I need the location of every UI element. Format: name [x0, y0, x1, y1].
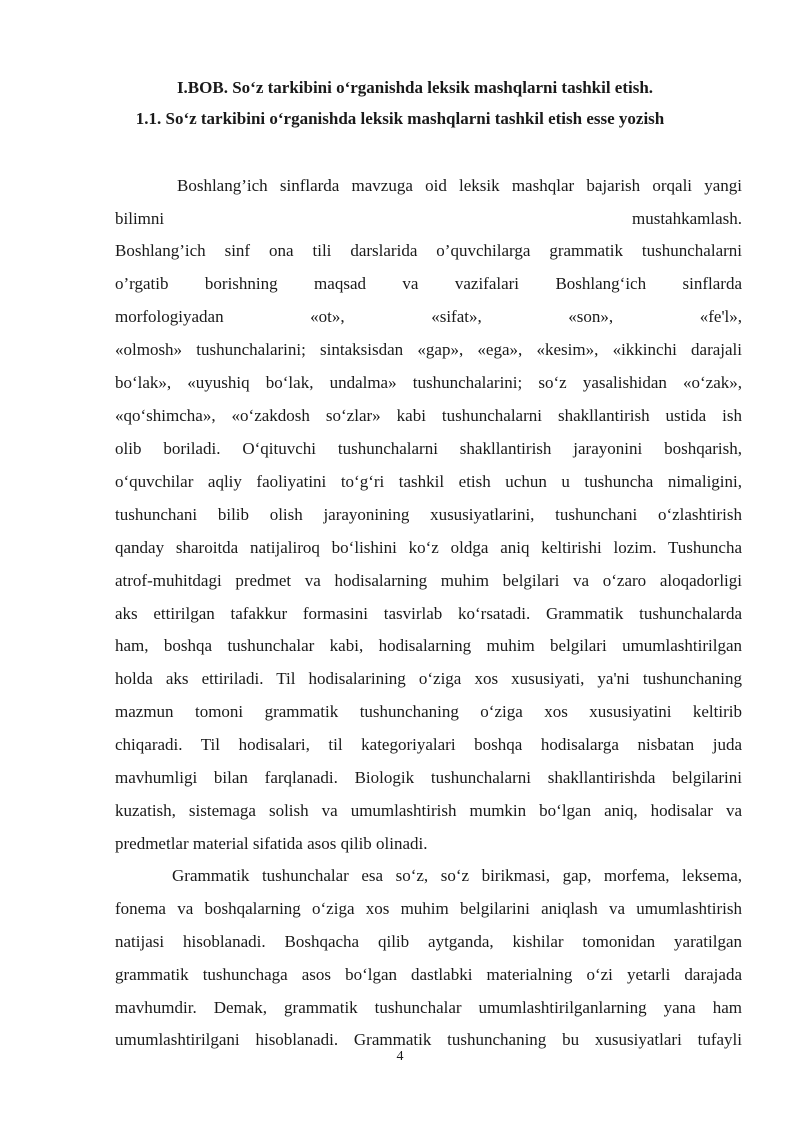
paragraph-line: «qo‘shimcha», «o‘zakdosh so‘zlar» kabi tushunchalarni shakllantirish ustida ish: [115, 406, 742, 425]
paragraph-line: o’rgatib borishning maqsad va vazifalari Boshlang‘ich sinflarda: [115, 274, 742, 293]
paragraph-line: o‘quvchilar aqliy faoliyatini to‘g‘ri tashkil etish uchun u tushuncha nimaligini,: [115, 472, 742, 491]
paragraph-line: predmetlar material sifatida asos qilib olinadi.: [115, 834, 428, 853]
paragraph-line: mavhumdir. Demak, grammatik tushunchalar umumlashtirilganlarning yana ham: [115, 998, 742, 1017]
paragraph-line: mavhumligi bilan farqlanadi. Biologik tushunchalarni shakllantirishda belgilarini: [115, 768, 742, 787]
paragraph-line: chiqaradi. Til hodisalari, til kategoriyalari boshqa hodisalarga nisbatan juda: [115, 735, 742, 754]
paragraph-line: atrof-muhitdagi predmet va hodisalarning muhim belgilari va o‘zaro aloqadorligi: [115, 571, 742, 590]
paragraph-line: bo‘lak», «uyushiq bo‘lak, undalma» tushunchalarini; so‘z yasalishidan «o‘zak»,: [115, 373, 742, 392]
paragraph-line: natijasi hisoblanadi. Boshqacha qilib aytganda, kishilar tomonidan yaratilgan: [115, 932, 742, 951]
paragraph-line: morfologiyadan «ot», «sifat», «son», «fe'l»,: [115, 307, 742, 326]
paragraph-line: umumlashtirilgani hisoblanadi. Grammatik tushunchaning bu xususiyatlari tufayli: [115, 1030, 742, 1049]
paragraph-line: aks ettirilgan tafakkur formasini tasvirlab ko‘rsatadi. Grammatik tushunchalarda: [115, 604, 742, 623]
paragraph-line: holda aks ettiriladi. Til hodisalarining o‘ziga xos xususiyati, ya'ni tushunchaning: [115, 669, 742, 688]
paragraph-line: Boshlang’ich sinflarda mavzuga oid leksik mashqlar bajarish orqali yangi: [177, 176, 742, 195]
page-number: 4: [396, 1049, 404, 1064]
section-title: 1.1. So‘z tarkibini o‘rganishda leksik mashqlarni tashkil etish esse yozish: [135, 109, 665, 128]
paragraph-line: mazmun tomoni grammatik tushunchaning o‘ziga xos xususiyatini keltirib: [115, 702, 742, 721]
paragraph-line: olib boriladi. O‘qituvchi tushunchalarni shakllantirish jarayonini boshqarish,: [115, 439, 742, 458]
paragraph-line: fonema va boshqalarning o‘ziga xos muhim belgilarini aniqlash va umumlashtirish: [115, 899, 742, 918]
paragraph-line: tushunchani bilib olish jarayonining xususiyatlarini, tushunchani o‘zlashtirish: [115, 505, 742, 524]
paragraph-line: grammatik tushunchaga asos bo‘lgan dastlabki materialning o‘zi yetarli darajada: [115, 965, 742, 984]
paragraph-line: qanday sharoitda natijaliroq bo‘lishini ko‘z oldga aniq keltirishi lozim. Tushuncha: [115, 538, 742, 557]
paragraph-line: Grammatik tushunchalar esa so‘z, so‘z birikmasi, gap, morfema, leksema,: [172, 866, 742, 885]
paragraph-line: ham, boshqa tushunchalar kabi, hodisalarning muhim belgilari umumlashtirilgan: [115, 636, 742, 655]
paragraph-line: «olmosh» tushunchalarini; sintaksisdan «gap», «ega», «kesim», «ikkinchi darajali: [115, 340, 742, 359]
paragraph-line: Boshlang’ich sinf ona tili darslarida o’quvchilarga grammatik tushunchalarni: [115, 241, 742, 260]
paragraph-line: kuzatish, sistemaga solish va umumlashtirish mumkin bo‘lgan aniq, hodisalar va: [115, 801, 742, 820]
paragraph-line: bilimni mustahkamlash.: [115, 209, 742, 228]
chapter-title: I.BOB. So‘z tarkibini o‘rganishda leksik mashqlarni tashkil etish.: [176, 78, 654, 97]
